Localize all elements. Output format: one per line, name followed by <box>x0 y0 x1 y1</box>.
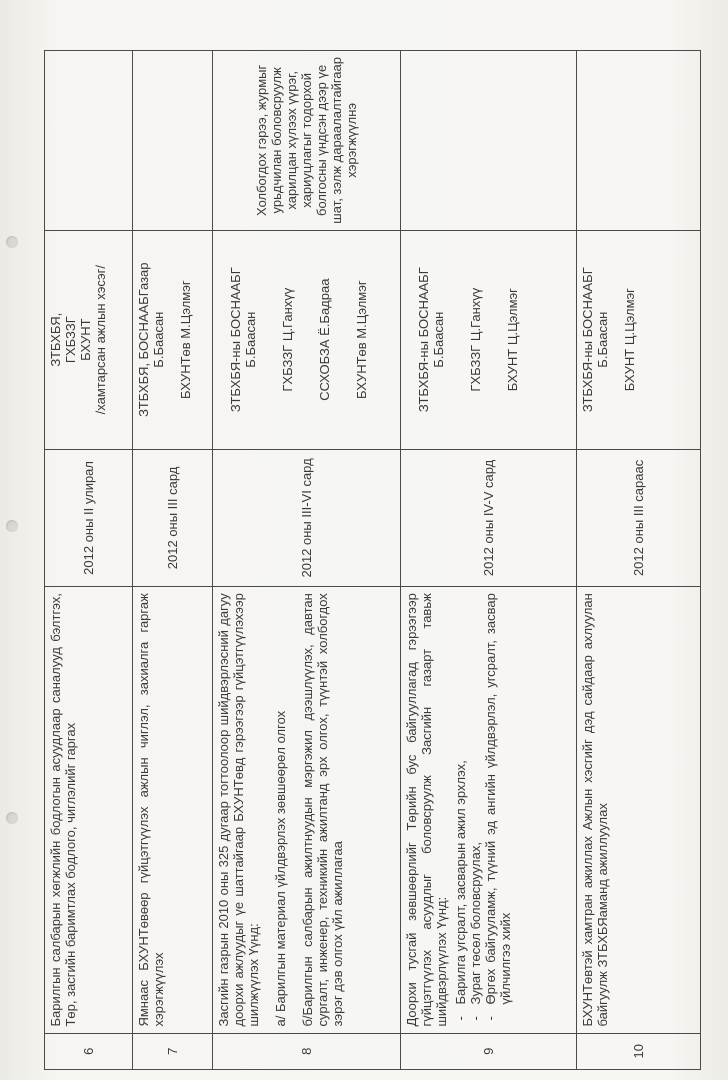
action-cell: Барилгын салбарын хөгжлийн бодлогын асуудлаар саналууд бэлтгэх, Төр, засгийн баримтлах бодлого, чиглэлийг гаргах <box>45 587 133 1033</box>
spacer <box>216 237 228 443</box>
responsible-line: Б.Баасан <box>431 311 446 368</box>
action-cell: Ямнаас БХУНТөвөөр гүйцэтгүүлэх ажлын чиглэл, захиалга гаргаж хэрэгжүүлэх <box>133 587 213 1033</box>
action-cell <box>213 587 401 1033</box>
spacer <box>288 593 300 1026</box>
action-cell: БХУНТөвтэй хамтран ажиллах Ажлын хэсгийг дэд сайдаар ахлуулан байгуулж ЗТБХБЯаманд ажиллуулах <box>577 587 701 1033</box>
action-item-a: а/ Барилгын материал үйлдвэрлэх зөвшөөрөл олгох <box>273 710 288 1027</box>
table-row <box>577 51 701 1070</box>
binder-hole <box>6 812 18 824</box>
responsible-line: БХУНТ Ц.Цэлмэг <box>505 288 520 392</box>
action-item-b: б/Барилгын салбарын ажилтнуудын мэргэжил дээшлүүлэх, давтан сургалт, инженер, техникийн ажилтанд эрх олгох, түүнтэй холбогдох зэрэг дэв олгох үйл ажиллагаа <box>300 593 345 1027</box>
responsible-line: /хамтарсан ажлын хэсэг/ <box>93 265 108 415</box>
responsible-line: ГХБЗЗГ Ц.Ганхүү <box>280 287 295 392</box>
action-intro: Доорхи тусгай зөвшөөрлийг Төрийн бус байгууллагад гэрээгээр гүйцэтгүүлэх асуудлыг боловсруулж Засгийн газарт тавьж шийдвэрлүүлэх Үүнд: <box>404 593 449 1027</box>
binder-hole <box>6 520 18 532</box>
binder-hole <box>6 236 18 248</box>
row-number: 10 <box>577 1033 701 1069</box>
period-cell: 2012 оны II улирал <box>45 449 133 587</box>
spacer <box>261 593 273 1026</box>
spacer <box>483 237 505 443</box>
period-cell: 2012 оны III-VI сард <box>213 449 401 587</box>
row-number: 8 <box>213 1033 401 1069</box>
action-intro: Засгийн газрын 2010 оны 325 дугаар тогтоолоор шийдвэрлэсний дагуу доорхи ажлуудыг үе шаттайгаар БХУНТөвд гэрээгээр гүйцэтгүүлэхээр шилжүүлэх Үүнд: <box>216 593 261 1027</box>
responsible-cell <box>577 230 701 449</box>
responsible-line: БХУНТ <box>78 318 93 361</box>
period-cell: 2012 оны IV-V сард <box>401 449 577 587</box>
period-cell: 2012 оны III сараас <box>577 449 701 587</box>
responsible-line: БХУНТөв М.Цэлмэг <box>354 280 369 399</box>
responsible-line: ГХБЗЗГ Ц.Ганхүү <box>468 287 483 392</box>
responsible-line: ЗТБХБЯ, БОСНААБГазар <box>136 262 151 417</box>
list-item: - Зураг төсөл боловсруулах, <box>468 593 483 1004</box>
table-row <box>133 51 213 1070</box>
list-item: - Барилга угсралт, засварын ажил эрхлэх, <box>453 593 468 1004</box>
note-cell <box>577 51 701 231</box>
note-cell: Холбогдох гэрээ, журмыг урьдчилан боловсруулж харилцан хүлээх үүрэг, хариуцлагыг тодорхой болгосны үндсэн дээр үе шат, зэлж дараалалтайгаар хэрэгжүүлнэ <box>213 51 401 231</box>
spacer <box>404 237 416 443</box>
responsible-cell <box>401 230 577 449</box>
row-number: 7 <box>133 1033 213 1069</box>
responsible-line: ЗТБХБЯ-ны БОСНААБГ <box>580 267 595 413</box>
period-cell: 2012 оны III сард <box>133 449 213 587</box>
responsible-line: ЗТБХБЯ, <box>48 312 63 367</box>
responsible-line: БХУНТөв М.Цэлмэг <box>178 280 193 399</box>
spacer <box>446 237 468 443</box>
note-cell <box>133 51 213 231</box>
note-cell <box>45 51 133 231</box>
responsible-line: ГХБЗЗГ <box>63 316 78 364</box>
table-row <box>401 51 577 1070</box>
action-plan-table <box>44 50 701 1070</box>
responsible-line: ЗТБХБЯ-ны БОСНААБГ <box>416 267 431 413</box>
responsible-cell <box>133 230 213 449</box>
responsible-cell <box>45 230 133 449</box>
spacer <box>166 237 178 443</box>
spacer <box>332 237 354 443</box>
action-cell <box>401 587 577 1033</box>
list-item: - Өргөх байгууламж, түүний эд ангийн үйлдвэрлэл, угсралт, засвар үйлчилгээ хийх <box>483 593 513 1004</box>
spacer <box>258 237 280 443</box>
responsible-line: ССХОБЗА Ё.Бадраа <box>317 278 332 401</box>
responsible-line: ЗТБХБЯ-ны БОСНААБГ <box>228 267 243 413</box>
row-number: 6 <box>45 1033 133 1069</box>
row-number: 9 <box>401 1033 577 1069</box>
responsible-line: Б.Баасан <box>243 311 258 368</box>
table-row <box>45 51 133 1070</box>
rotated-document <box>44 50 700 1070</box>
responsible-line: Б.Баасан <box>151 311 166 368</box>
table-row <box>213 51 401 1070</box>
spacer <box>295 237 317 443</box>
responsible-line: БХУНТ Ц.Цэлмэг <box>622 288 637 392</box>
spacer <box>610 237 622 443</box>
responsible-cell <box>213 230 401 449</box>
license-list <box>453 593 513 1026</box>
responsible-line: Б.Баасан <box>595 311 610 368</box>
binder-holes <box>0 0 28 1080</box>
note-cell <box>401 51 577 231</box>
